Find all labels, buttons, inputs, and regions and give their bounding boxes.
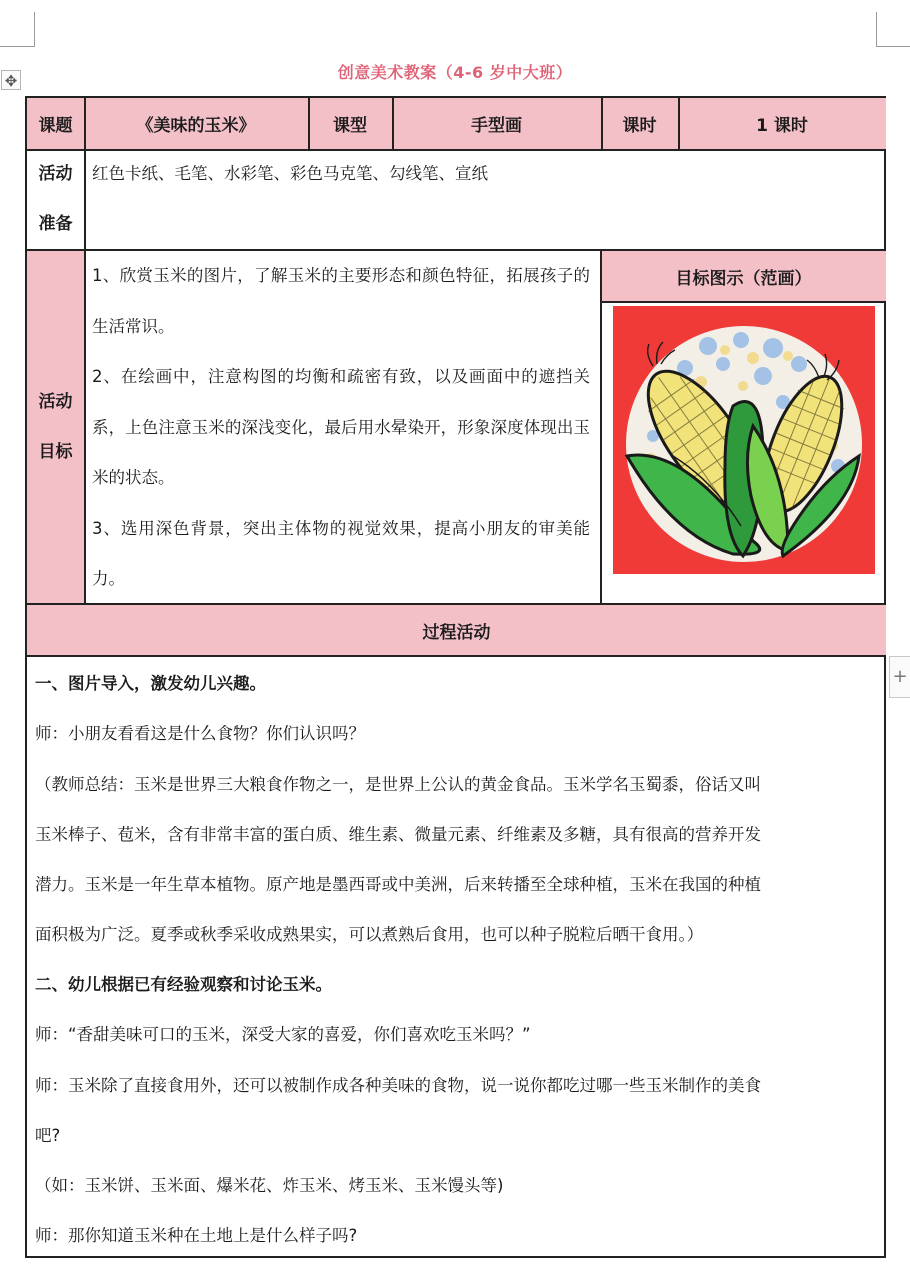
- goal-item: 2、在绘画中，注意构图的均衡和疏密有致，以及画面中的遮挡关系，上色注意玉米的深浅变化，最后用水晕染开，形象深度体现出玉米的状态。: [92, 367, 590, 487]
- goals-label-line: 目标: [38, 442, 73, 462]
- grid-line: [27, 149, 886, 151]
- body-line: 师：那你知道玉米种在土地上是什么样子吗?: [35, 1226, 358, 1245]
- topic-value: 《美味的玉米》: [84, 98, 308, 149]
- corn-painting-image: [613, 306, 875, 574]
- lesson-plan-table: [25, 96, 886, 1258]
- crop-mark: [876, 12, 877, 47]
- example-title: 目标图示（范画）: [601, 251, 886, 301]
- body-line: 师：小朋友看看这是什么食物？你们认识吗？: [35, 724, 365, 743]
- body-line: 玉米棒子、苞米，含有非常丰富的蛋白质、维生素、微量元素、纤维素及多糖，具有很高的营养开发: [35, 825, 761, 844]
- section-heading: 一、图片导入，激发幼儿兴趣。: [35, 674, 266, 693]
- body-line: （如：玉米饼、玉米面、爆米花、炸玉米、烤玉米、玉米馒头等): [35, 1176, 504, 1195]
- topic-label: 课题: [27, 98, 84, 149]
- process-title: 过程活动: [27, 605, 886, 655]
- goal-item: 1、欣赏玉米的图片，了解玉米的主要形态和颜色特征，拓展孩子的生活常识。: [92, 266, 590, 336]
- grid-line: [308, 98, 310, 149]
- grid-line: [678, 98, 680, 149]
- body-line: 师：“香甜美味可口的玉米，深受大家的喜爱，你们喜欢吃玉米吗？”: [35, 1025, 531, 1044]
- prep-label: [27, 149, 84, 249]
- body-line: 面积极为广泛。夏季或秋季采收成熟果实，可以煮熟后食用，也可以种子脱粒后晒干食用。）: [35, 925, 704, 944]
- hours-value: 1 课时: [678, 98, 886, 149]
- grid-line: [601, 301, 886, 303]
- prep-label-line: 准备: [38, 214, 73, 234]
- grid-line: [84, 98, 86, 603]
- crop-mark: [34, 12, 35, 47]
- body-line: （教师总结：玉米是世界三大粮食作物之一，是世界上公认的黄金食品。玉米学名玉蜀黍，俗话又叫: [35, 775, 761, 794]
- crop-mark: [0, 46, 35, 47]
- hours-label: 课时: [601, 98, 678, 149]
- body-line: 潜力。玉米是一年生草本植物。原产地是墨西哥或中美洲，后来转播至全球种植，玉米在我国的种植: [35, 875, 761, 894]
- prep-value: 红色卡纸、毛笔、水彩笔、彩色马克笔、勾线笔、宣纸: [92, 164, 488, 183]
- body-line: 吧?: [35, 1126, 61, 1145]
- grid-line: [27, 603, 886, 605]
- grid-line: [601, 98, 603, 149]
- page-title: 创意美术教案（4-6 岁中大班）: [337, 63, 573, 82]
- grid-line: [392, 98, 394, 149]
- grid-line: [27, 655, 886, 657]
- goals-text: [84, 251, 600, 603]
- body-line: 师：玉米除了直接食用外，还可以被制作成各种美味的食物，说一说你都吃过哪一些玉米制作的美食: [35, 1076, 761, 1095]
- grid-line: [27, 249, 886, 251]
- type-value: 手型画: [392, 98, 601, 149]
- goal-item: 3、选用深色背景，突出主体物的视觉效果，提高小朋友的审美能力。: [92, 518, 590, 588]
- goals-label-line: 活动: [38, 392, 73, 412]
- type-label: 课型: [308, 98, 392, 149]
- prep-label-line: 活动: [38, 164, 73, 184]
- grid-line: [600, 249, 602, 603]
- crop-mark: [876, 46, 910, 47]
- goals-label: [27, 251, 84, 603]
- section-heading: 二、幼儿根据已有经验观察和讨论玉米。: [35, 975, 332, 994]
- table-move-handle-icon[interactable]: ✥: [1, 70, 21, 90]
- add-row-icon[interactable]: +: [889, 656, 910, 698]
